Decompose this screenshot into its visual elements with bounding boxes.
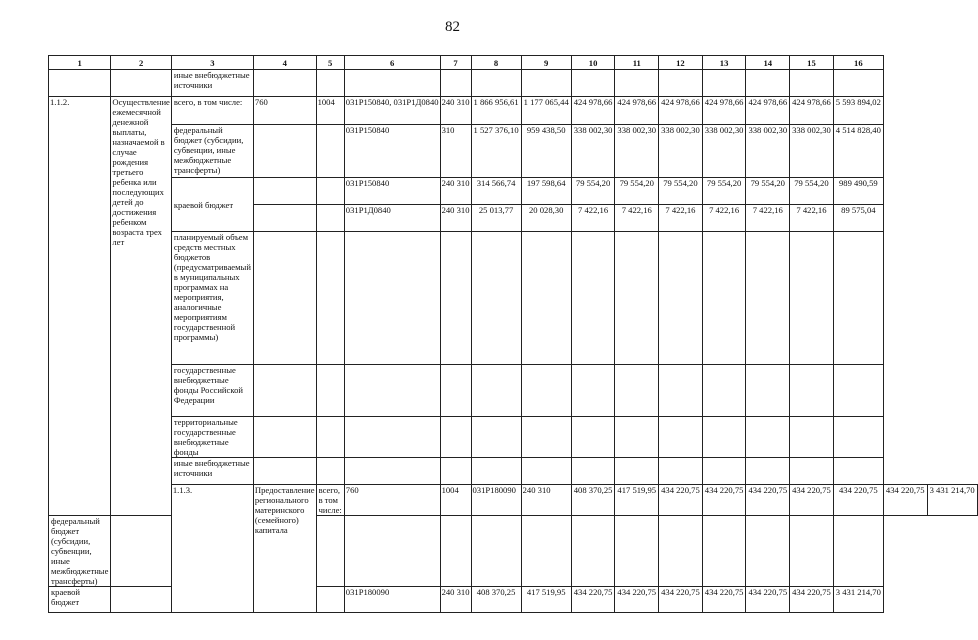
value-cell: 197 598,64 — [521, 178, 571, 205]
header-cell: 8 — [471, 56, 521, 70]
value-cell: 434 220,75 — [746, 587, 790, 613]
value-cell: 434 220,75 — [790, 485, 834, 516]
value-cell: 5 593 894,02 — [833, 97, 883, 125]
vr-code: 310 — [440, 125, 471, 178]
value-cell: 959 438,50 — [521, 125, 571, 178]
table-row — [49, 485, 978, 516]
source-label: иные внебюджетные источники — [171, 70, 253, 97]
source-label: государственные внебюджетные фонды Российской Федерации — [171, 365, 253, 417]
vr-code: 240 310 — [440, 178, 471, 205]
value-cell: 20 028,30 — [521, 205, 571, 232]
value-cell: 25 013,77 — [471, 205, 521, 232]
value-cell: 434 220,75 — [659, 587, 703, 613]
source-label: планируемый объем средств местных бюджетов (предусматриваемый в муниципальных программах на мероприятия, аналогичные мероприятиям государственной программы) — [171, 232, 253, 365]
header-cell: 7 — [440, 56, 471, 70]
header-row — [49, 56, 978, 70]
value-cell: 989 490,59 — [833, 178, 883, 205]
csr-code: 031Р150840 — [344, 125, 440, 178]
csr-code: 031Р1Д0840 — [344, 205, 440, 232]
value-cell: 7 422,16 — [571, 205, 615, 232]
value-cell: 314 566,74 — [471, 178, 521, 205]
header-cell: 6 — [344, 56, 440, 70]
header-cell: 2 — [111, 56, 171, 70]
grbs-code: 760 — [253, 97, 316, 125]
budget-table — [48, 55, 978, 613]
value-cell: 338 002,30 — [571, 125, 615, 178]
table-row — [49, 70, 978, 97]
value-cell: 4 514 828,40 — [833, 125, 883, 178]
page-number: 82 — [445, 19, 460, 35]
value-cell: 7 422,16 — [702, 205, 746, 232]
rzpr-code: 1004 — [440, 485, 471, 516]
header-cell: 11 — [615, 56, 659, 70]
value-cell: 7 422,16 — [790, 205, 834, 232]
value-cell: 338 002,30 — [702, 125, 746, 178]
value-cell: 434 220,75 — [790, 587, 834, 613]
value-cell: 417 519,95 — [521, 587, 571, 613]
value-cell: 79 554,20 — [615, 178, 659, 205]
value-cell: 434 220,75 — [571, 587, 615, 613]
vr-code: 240 310 — [440, 587, 471, 613]
source-label: всего, в том числе: — [171, 97, 253, 125]
value-cell: 417 519,95 — [615, 485, 659, 516]
value-cell: 79 554,20 — [746, 178, 790, 205]
value-cell: 424 978,66 — [571, 97, 615, 125]
value-cell: 7 422,16 — [746, 205, 790, 232]
table-row — [49, 365, 978, 417]
csr-code: 031Р180090 — [471, 485, 521, 516]
value-cell: 338 002,30 — [790, 125, 834, 178]
source-label: иные внебюджетные источники — [171, 458, 253, 485]
table-row — [49, 97, 978, 125]
vr-code: 240 310 — [440, 205, 471, 232]
value-cell: 338 002,30 — [746, 125, 790, 178]
value-cell: 1 866 956,61 — [471, 97, 521, 125]
value-cell: 3 431 214,70 — [927, 485, 977, 516]
value-cell: 434 220,75 — [702, 587, 746, 613]
source-label: всего, в том числе: — [316, 485, 344, 516]
value-cell: 408 370,25 — [571, 485, 615, 516]
table-row — [49, 458, 978, 485]
table-row — [49, 417, 978, 458]
vr-code: 240 310 — [521, 485, 571, 516]
source-label: краевой бюджет — [49, 587, 111, 613]
item-name: Предоставление регионального материнского (семейного) капитала — [253, 485, 316, 613]
header-cell: 14 — [746, 56, 790, 70]
item-number: 1.1.3. — [171, 485, 253, 613]
value-cell: 424 978,66 — [659, 97, 703, 125]
csr-code: 031Р150840 — [344, 178, 440, 205]
value-cell: 424 978,66 — [615, 97, 659, 125]
value-cell: 79 554,20 — [571, 178, 615, 205]
header-cell: 5 — [316, 56, 344, 70]
csr-code: 031Р150840, 031Р1Д0840 — [344, 97, 440, 125]
header-cell: 12 — [659, 56, 703, 70]
header-cell: 9 — [521, 56, 571, 70]
value-cell: 434 220,75 — [702, 485, 746, 516]
value-cell: 79 554,20 — [659, 178, 703, 205]
header-cell: 15 — [790, 56, 834, 70]
value-cell: 338 002,30 — [615, 125, 659, 178]
table-row — [49, 125, 978, 178]
source-label: территориальные государственные внебюджетные фонды — [171, 417, 253, 458]
source-label: краевой бюджет — [171, 178, 253, 232]
header-cell: 1 — [49, 56, 111, 70]
item-name: Осуществление ежемесячной денежной выплаты, назначаемой в случае рождения третьего ребенка или последующих детей до достижения ребенком возраста трех лет — [111, 97, 171, 516]
value-cell: 1 177 065,44 — [521, 97, 571, 125]
value-cell: 7 422,16 — [615, 205, 659, 232]
value-cell: 434 220,75 — [833, 485, 883, 516]
value-cell: 424 978,66 — [746, 97, 790, 125]
value-cell: 79 554,20 — [702, 178, 746, 205]
header-cell: 3 — [171, 56, 253, 70]
value-cell: 1 527 376,10 — [471, 125, 521, 178]
header-cell: 16 — [833, 56, 883, 70]
header-cell: 13 — [702, 56, 746, 70]
value-cell: 424 978,66 — [790, 97, 834, 125]
grbs-code: 760 — [344, 485, 440, 516]
value-cell: 89 575,04 — [833, 205, 883, 232]
source-label: федеральный бюджет (субсидии, субвенции, иные межбюджетные трансферты) — [49, 516, 111, 587]
value-cell: 434 220,75 — [746, 485, 790, 516]
value-cell: 338 002,30 — [659, 125, 703, 178]
value-cell: 434 220,75 — [615, 587, 659, 613]
table-row — [49, 178, 978, 205]
rzpr-code: 1004 — [316, 97, 344, 125]
value-cell: 434 220,75 — [659, 485, 703, 516]
value-cell: 424 978,66 — [702, 97, 746, 125]
value-cell: 79 554,20 — [790, 178, 834, 205]
value-cell: 434 220,75 — [883, 485, 927, 516]
source-label: федеральный бюджет (субсидии, субвенции, иные межбюджетные трансферты) — [171, 125, 253, 178]
vr-code: 240 310 — [440, 97, 471, 125]
header-cell: 10 — [571, 56, 615, 70]
item-number: 1.1.2. — [49, 97, 111, 516]
value-cell: 7 422,16 — [659, 205, 703, 232]
table-row — [49, 232, 978, 365]
value-cell: 408 370,25 — [471, 587, 521, 613]
value-cell: 3 431 214,70 — [833, 587, 883, 613]
csr-code: 031Р180090 — [344, 587, 440, 613]
header-cell: 4 — [253, 56, 316, 70]
